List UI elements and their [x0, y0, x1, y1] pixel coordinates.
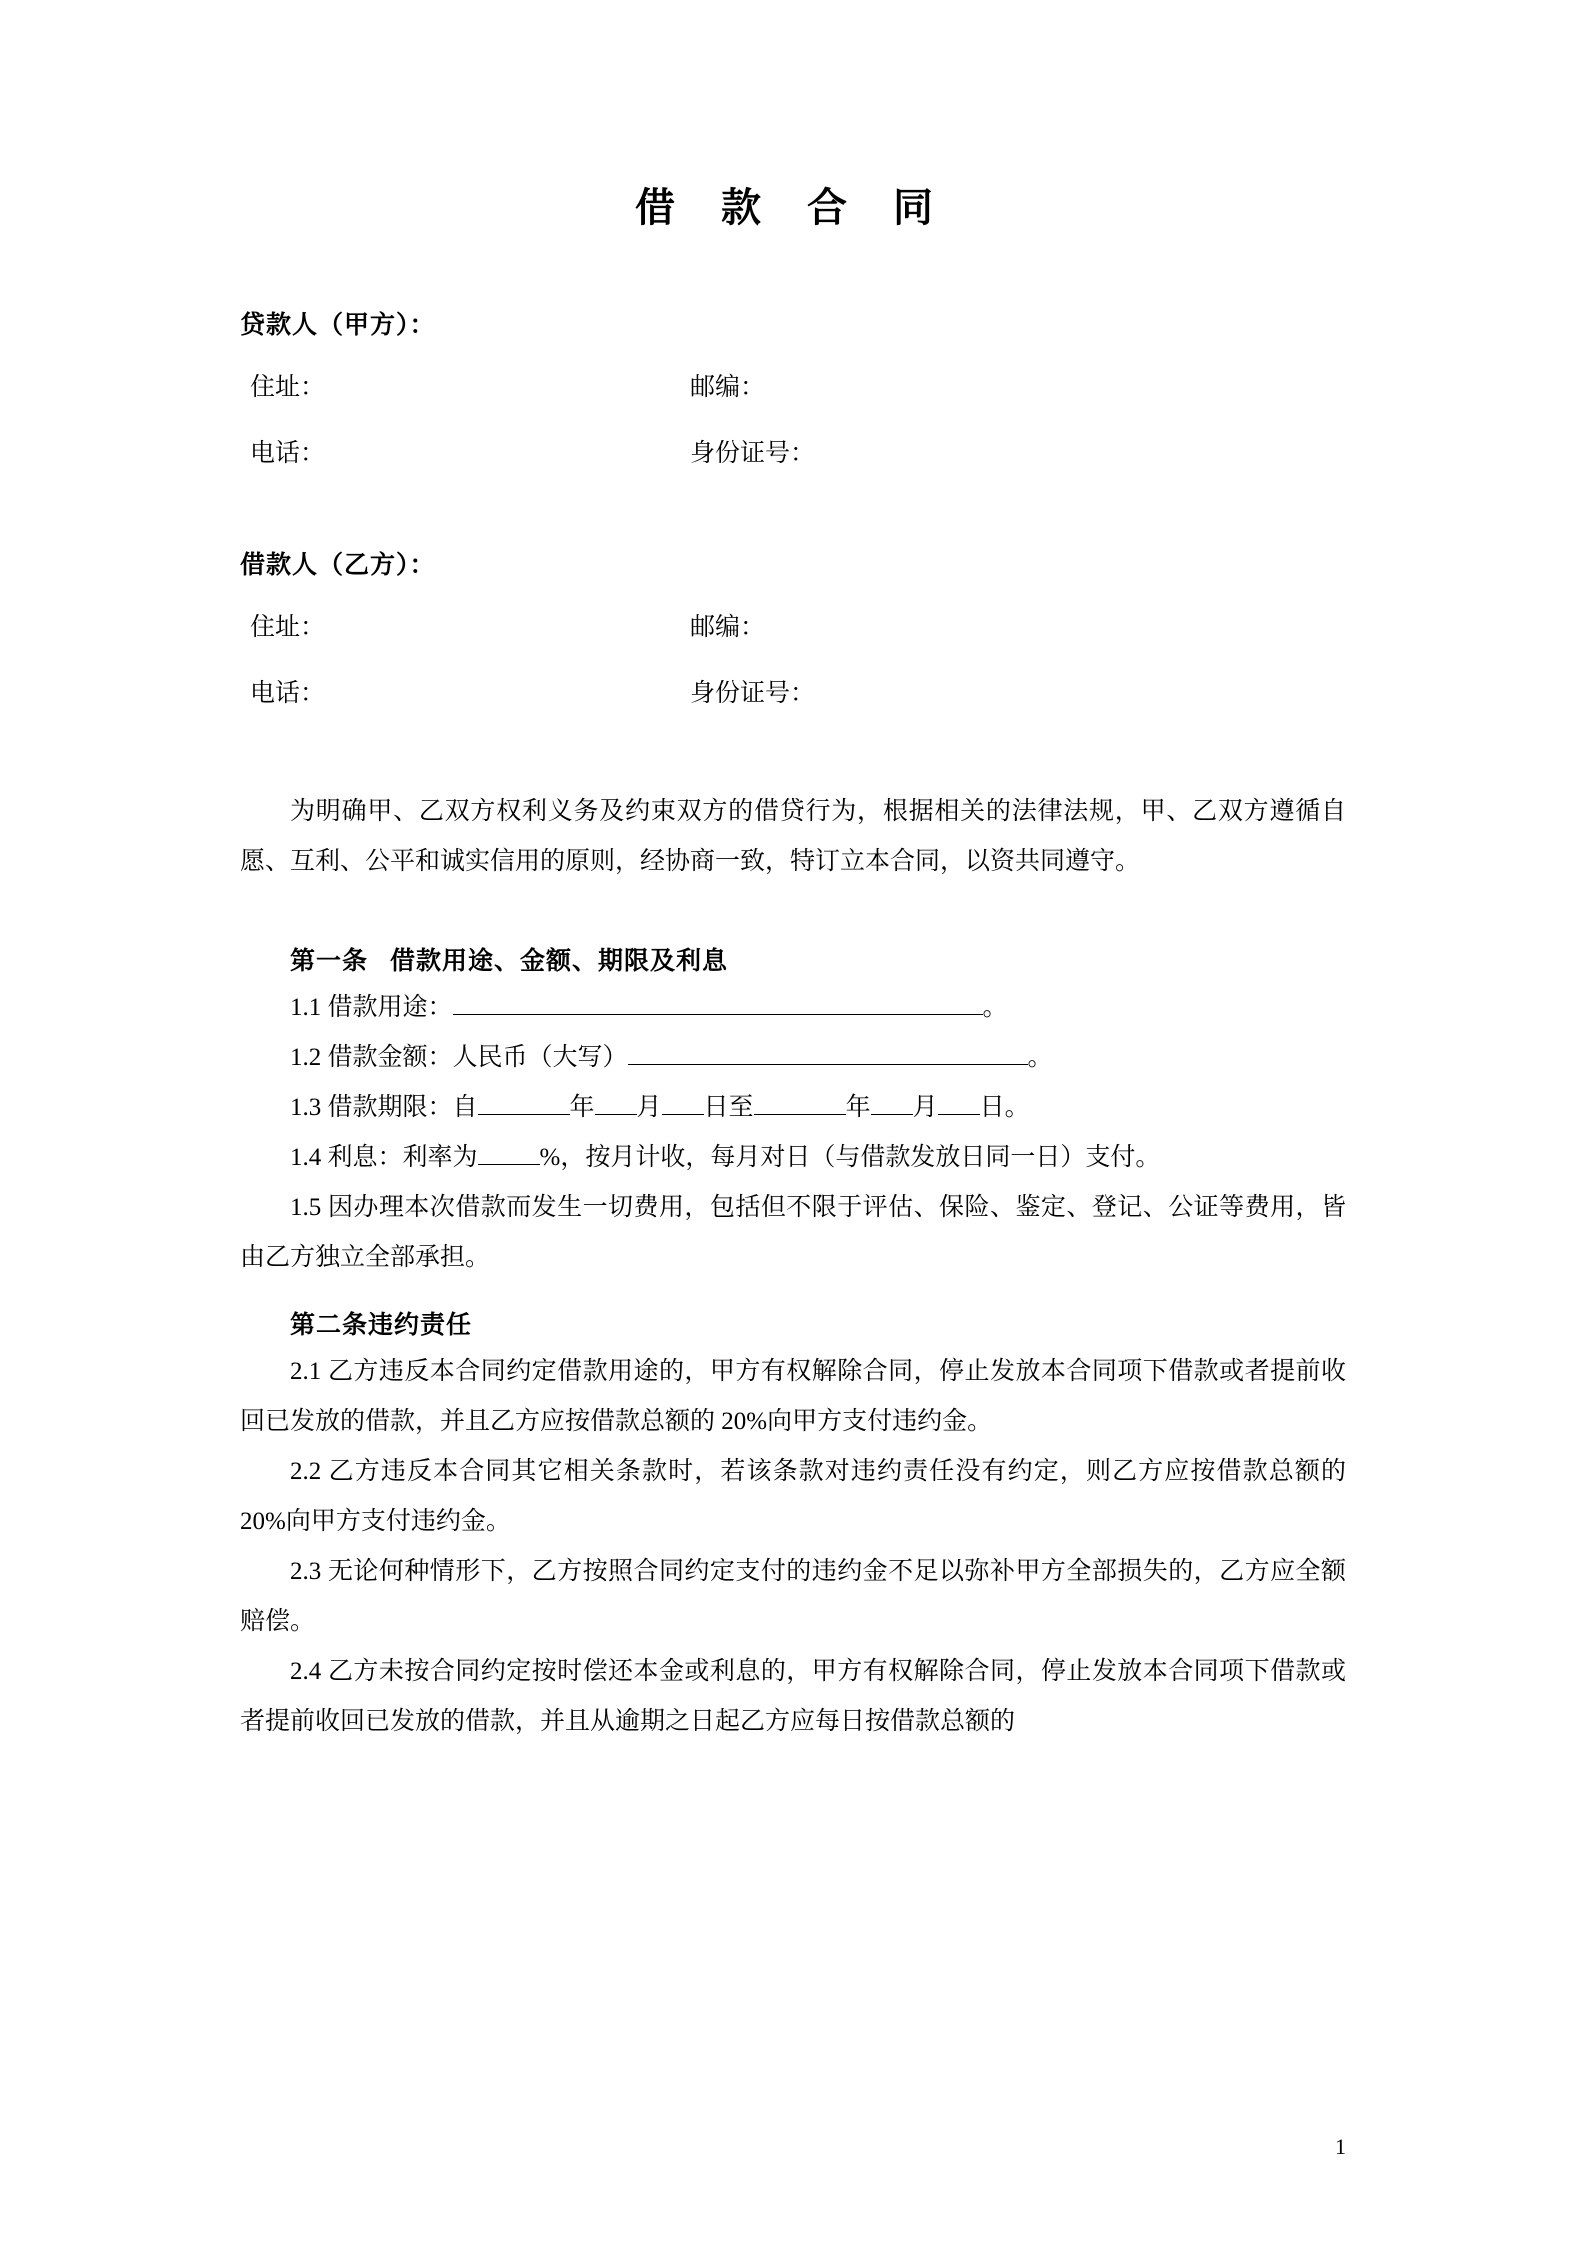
- field-label-id-borrower: 身份证号：: [690, 680, 816, 707]
- intro-paragraph: 为明确甲、乙双方权利义务及约束双方的借贷行为，根据相关的法律法规，甲、乙双方遵循自愿、互利、公平和诚实信用的原则，经协商一致，特订立本合同，以资共同遵守。: [240, 798, 1346, 875]
- clause-text: 1.4 利息：利率为: [290, 1144, 478, 1171]
- clause-text: %，按月计收，每月对日（与借款发放日同一日）支付。: [539, 1144, 1161, 1171]
- clause-text: 2.1 乙方违反本合同约定借款用途的，甲方有权解除合同，停止发放本合同项下借款或者提前收回已发放的借款，并且乙方应按借款总额的 20%向甲方支付违约金。: [240, 1358, 1346, 1435]
- fill-in-blank[interactable]: [754, 1088, 846, 1115]
- clause-1-5: [240, 1183, 1346, 1283]
- fill-in-blank[interactable]: [662, 1088, 704, 1115]
- field-row-phone-lender: [240, 433, 1346, 469]
- clause-1-4: [240, 1133, 1346, 1183]
- clause-text: 年: [845, 1094, 871, 1121]
- fill-in-blank[interactable]: [478, 1088, 570, 1115]
- clause-text: 。: [1027, 1044, 1053, 1071]
- page-title: 借 款 合 同: [635, 185, 951, 230]
- fill-in-blank[interactable]: [595, 1088, 637, 1115]
- section-two-title: 违约责任: [368, 1312, 473, 1339]
- clause-text: 2.4 乙方未按合同约定按时偿还本金或利息的，甲方有权解除合同，停止发放本合同项下借款或者提前收回已发放的借款，并且从逾期之日起乙方应每日按借款总额的: [240, 1658, 1346, 1735]
- field-label-postcode-lender: 邮编：: [690, 374, 766, 401]
- clause-2-4: [240, 1647, 1346, 1747]
- section-one: [240, 941, 1346, 1283]
- clause-text: 月: [912, 1094, 938, 1121]
- clause-1-2: [240, 1033, 1346, 1083]
- field-label-phone-lender: 电话：: [250, 440, 326, 467]
- section-two-number: 第二条: [290, 1312, 369, 1339]
- clause-text: 月: [636, 1094, 662, 1121]
- fill-in-blank[interactable]: [938, 1088, 980, 1115]
- section-two-heading: [240, 1305, 1346, 1341]
- clause-text: 日至: [703, 1094, 754, 1121]
- clause-2-2: [240, 1447, 1346, 1547]
- clause-1-3: [240, 1083, 1346, 1133]
- page-number: 1: [1335, 2134, 1346, 2159]
- clause-text: 年: [569, 1094, 595, 1121]
- field-label-id-lender: 身份证号：: [690, 440, 816, 467]
- clause-text: 1.1 借款用途：: [290, 994, 453, 1021]
- field-label-address-lender: 住址：: [250, 374, 326, 401]
- field-row-phone-borrower: [240, 673, 1346, 709]
- clause-1-1: [240, 983, 1346, 1033]
- section-one-number: 第一条: [290, 948, 369, 975]
- clause-text: 1.5 因办理本次借款而发生一切费用，包括但不限于评估、保险、鉴定、登记、公证等费用，皆由乙方独立全部承担。: [240, 1194, 1346, 1271]
- field-label-phone-borrower: 电话：: [250, 680, 326, 707]
- fill-in-blank[interactable]: [453, 988, 983, 1015]
- party-heading-lender: 贷款人（甲方）：: [240, 312, 436, 339]
- field-row-address-borrower: [240, 607, 1346, 643]
- field-label-address-borrower: 住址：: [250, 614, 326, 641]
- party-block-lender: [240, 305, 1346, 469]
- fill-in-blank[interactable]: [478, 1138, 540, 1165]
- field-label-postcode-borrower: 邮编：: [690, 614, 766, 641]
- party-block-borrower: [240, 545, 1346, 709]
- clause-2-3: [240, 1547, 1346, 1647]
- section-one-title: 借款用途、金额、期限及利息: [390, 948, 729, 975]
- clause-text: 2.3 无论何种情形下，乙方按照合同约定支付的违约金不足以弥补甲方全部损失的，乙方应全额赔偿。: [240, 1558, 1346, 1635]
- field-row-address-lender: [240, 367, 1346, 403]
- party-heading-borrower: 借款人（乙方）：: [240, 552, 436, 579]
- clause-text: 。: [982, 994, 1008, 1021]
- fill-in-blank[interactable]: [871, 1088, 913, 1115]
- clause-text: 1.3 借款期限：自: [290, 1094, 478, 1121]
- clause-text: 日。: [979, 1094, 1030, 1121]
- clause-text: 2.2 乙方违反本合同其它相关条款时，若该条款对违约责任没有约定，则乙方应按借款总额的 20%向甲方支付违约金。: [240, 1458, 1346, 1535]
- section-two: [240, 1305, 1346, 1747]
- clause-text: 1.2 借款金额：人民币（大写）: [290, 1044, 628, 1071]
- clause-2-1: [240, 1347, 1346, 1447]
- section-one-heading: [240, 941, 1346, 977]
- fill-in-blank[interactable]: [628, 1038, 1028, 1065]
